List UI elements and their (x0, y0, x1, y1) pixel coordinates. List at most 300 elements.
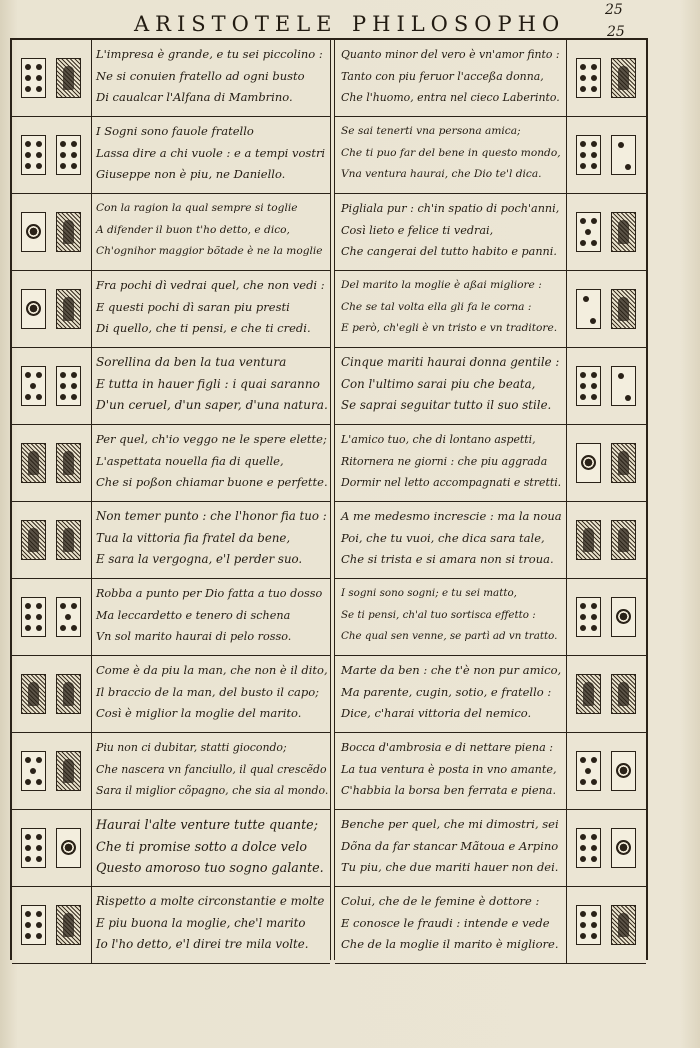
verse-line: Rispetto a molte circonstantie e molte (96, 894, 325, 908)
pip (71, 152, 77, 158)
pip (36, 834, 42, 840)
tercet (96, 429, 328, 494)
dice-cell (566, 271, 646, 347)
verse-row (12, 656, 330, 733)
pip (25, 614, 31, 620)
dice-cell (566, 733, 646, 809)
tercet (341, 583, 557, 648)
die-figure-icon (611, 443, 636, 483)
verse-table (10, 38, 648, 960)
pip (25, 394, 31, 400)
die-pips-2-icon (611, 135, 636, 175)
die-pips-6-icon (576, 597, 601, 637)
pip (580, 218, 586, 224)
pip (25, 922, 31, 928)
pip (591, 240, 597, 246)
tercet (341, 660, 561, 725)
pip (60, 603, 66, 609)
verse-line: Che qual sen venne, se partì ad vn tratto. (341, 630, 558, 642)
verse-line: Che ti promise sotto a dolce velo (96, 838, 308, 854)
pip (36, 152, 42, 158)
die-pips-5-icon (576, 751, 601, 791)
verse-line: E conosce le fraudi : intende e vede (341, 915, 550, 930)
verse-line: Sara il miglior cõpagno, che sia al mondo. (96, 784, 329, 797)
pip (580, 779, 586, 785)
verse-row (12, 271, 330, 348)
verse-row (335, 194, 646, 271)
verse-line: L'impresa è grande, e tu sei piccolino : (96, 47, 323, 61)
verse-row (12, 425, 330, 502)
verse-line: E questi pochi dì saran piu presti (96, 299, 290, 314)
pip (580, 845, 586, 851)
die-pips-6-icon (576, 905, 601, 945)
pip (25, 163, 31, 169)
verse-line: Benche per quel, che mi dimostri, sei (341, 817, 559, 831)
die-pips-6-icon (576, 58, 601, 98)
tercet (96, 198, 323, 263)
pip (591, 911, 597, 917)
die-pips-6-icon (21, 135, 46, 175)
verse-line: Piu non ci dubitar, statti giocondo; (96, 741, 287, 754)
pip (591, 834, 597, 840)
die-circle-icon (611, 828, 636, 868)
dice-cell (12, 579, 92, 655)
die-pips-5-icon (21, 366, 46, 406)
pip (36, 141, 42, 147)
die-circle-icon (21, 212, 46, 252)
pip (25, 75, 31, 81)
dice-cell (566, 656, 646, 732)
pip (36, 64, 42, 70)
pip (580, 240, 586, 246)
pip (591, 383, 597, 389)
die-circle-icon (611, 751, 636, 791)
pip (618, 142, 624, 148)
tercet (96, 737, 328, 802)
verse-row (335, 887, 646, 964)
verse-row (12, 579, 330, 656)
tercet (341, 506, 562, 571)
verse-line: Quanto minor del vero è vn'amor finto : (341, 48, 560, 61)
dice-cell (12, 271, 92, 347)
pip (25, 933, 31, 939)
left-column (12, 40, 330, 960)
pip (60, 372, 66, 378)
verse-line: Di caualcar l'Alfana di Mambrino. (96, 90, 293, 104)
die-pips-5-icon (56, 597, 81, 637)
pip (580, 614, 586, 620)
pip (36, 614, 42, 620)
verse-row (335, 40, 646, 117)
verse-line: E tutta in hauer figli : i quai saranno (96, 376, 320, 391)
pip (585, 768, 591, 774)
verse-line: Ch'ognihor maggior bõtade è ne la moglie (96, 245, 323, 257)
verse-line: Non temer punto : che l'honor fia tuo : (96, 509, 327, 523)
pip (591, 856, 597, 862)
tercet (341, 44, 560, 109)
pip (580, 625, 586, 631)
die-circle-icon (611, 597, 636, 637)
pip (36, 86, 42, 92)
verse-line: Haurai l'alte venture tutte quante; (96, 817, 318, 832)
verse-line: Che ti puo far del bene in questo mondo, (341, 146, 561, 159)
pip (25, 856, 31, 862)
verse-row (335, 425, 646, 502)
verse-line: Che se tal volta ella gli fa le corna : (341, 300, 532, 313)
pip (580, 933, 586, 939)
pip (580, 383, 586, 389)
verse-line: Tu piu, che due mariti hauer non dei. (341, 860, 559, 874)
tercet (96, 506, 327, 571)
pip (36, 394, 42, 400)
pip (71, 603, 77, 609)
pip (36, 603, 42, 609)
pip (591, 141, 597, 147)
verse-line: Giuseppe non è piu, ne Daniello. (96, 167, 286, 181)
verse-line: Che l'huomo, entra nel cieco Laberinto. (341, 91, 560, 104)
dice-cell (12, 40, 92, 116)
verse-row (12, 887, 330, 964)
tercet (341, 352, 559, 417)
verse-line: Marte da ben : che t'è non pur amico, (341, 663, 562, 677)
verse-line: Che si trista e si amara non si troua. (341, 552, 554, 566)
pip (25, 625, 31, 631)
pip (65, 614, 71, 620)
pip (71, 141, 77, 147)
pip (591, 779, 597, 785)
pip (36, 779, 42, 785)
die-figure-icon (21, 443, 46, 483)
pip (71, 383, 77, 389)
tercet (96, 121, 325, 186)
tercet (96, 814, 324, 879)
verse-line: Vn sol marito haurai di pelo rosso. (96, 630, 292, 643)
header-left: ARISTOTELE (134, 12, 338, 36)
pip (60, 163, 66, 169)
pip (25, 86, 31, 92)
verse-row (12, 40, 330, 117)
pip (25, 845, 31, 851)
verse-line: A difender il buon t'ho detto, e dico, (96, 223, 290, 236)
pip (25, 757, 31, 763)
tercet (341, 891, 558, 956)
pip (60, 383, 66, 389)
verse-line: Con l'ultimo sarai piu che beata, (341, 376, 536, 391)
pip (25, 64, 31, 70)
pip (71, 163, 77, 169)
die-pips-6-icon (56, 366, 81, 406)
verse-line: E piu buona la moglie, che'l marito (96, 915, 306, 930)
pip (25, 372, 31, 378)
running-header (14, 0, 648, 42)
verse-line: Ma leccardetto e tenero di schena (96, 608, 291, 622)
verse-line: D'un ceruel, d'un saper, d'una natura. (96, 398, 328, 412)
verse-line: Ma parente, cugin, sotio, e fratello : (341, 684, 552, 699)
die-figure-icon (611, 289, 636, 329)
page-number: 25 (605, 2, 623, 18)
dice-cell (12, 502, 92, 578)
pip (580, 856, 586, 862)
verse-line: Ne si conuien fratello ad ogni busto (96, 68, 305, 83)
pip (36, 845, 42, 851)
pip (591, 64, 597, 70)
verse-row (12, 117, 330, 194)
dice-cell (566, 502, 646, 578)
verse-row (12, 733, 330, 810)
verse-row (335, 579, 646, 656)
pip (25, 152, 31, 158)
dice-cell (12, 117, 92, 193)
verse-line: Ritornera ne giorni : che piu aggrada (341, 454, 548, 468)
verse-line: Vna ventura haurai, che Dio te'l dica. (341, 168, 542, 180)
pip (36, 757, 42, 763)
verse-line: Che nascera vn fanciullo, il qual crescẽdo (96, 762, 327, 776)
dice-cell (12, 425, 92, 501)
right-column (335, 40, 646, 960)
verse-line: Che si poßon chiamar buone e perfette. (96, 475, 328, 489)
pip (580, 64, 586, 70)
die-pips-6-icon (21, 58, 46, 98)
die-figure-icon (611, 212, 636, 252)
pip (625, 164, 631, 170)
pip (36, 933, 42, 939)
pip (30, 768, 36, 774)
die-figure-icon (56, 58, 81, 98)
dice-cell (12, 656, 92, 732)
verse-line: Il braccio de la man, del busto il capo; (96, 684, 320, 699)
dice-cell (566, 579, 646, 655)
tercet (96, 583, 322, 648)
tercet (341, 121, 561, 186)
pip (71, 625, 77, 631)
pip (25, 603, 31, 609)
verse-line: Io l'ho detto, e'l direi tre mila volte. (96, 937, 309, 951)
pip (30, 383, 36, 389)
tercet (96, 44, 323, 109)
verse-line: Fra pochi dì vedrai quel, che non vedi : (96, 278, 325, 292)
die-circle-icon (56, 828, 81, 868)
pip (36, 625, 42, 631)
tercet (96, 660, 328, 725)
pip (60, 394, 66, 400)
die-pips-6-icon (21, 828, 46, 868)
pip (591, 845, 597, 851)
pip (60, 152, 66, 158)
verse-line: Dormir nel letto accompagnati e stretti. (341, 476, 562, 489)
pip (591, 75, 597, 81)
pip (591, 218, 597, 224)
pip (625, 395, 631, 401)
verse-row (335, 656, 646, 733)
verse-row (12, 348, 330, 425)
verse-line: L'aspettata nouella fia di quelle, (96, 453, 284, 468)
die-pips-6-icon (56, 135, 81, 175)
pip (580, 141, 586, 147)
verse-line: Bocca d'ambrosia e di nettare piena : (341, 741, 554, 754)
tercet (96, 352, 328, 417)
verse-row (335, 271, 646, 348)
verse-line: Di quello, che ti pensi, e che ti credi. (96, 321, 311, 335)
circle-mark (616, 763, 631, 778)
pip (591, 86, 597, 92)
pip (591, 614, 597, 620)
pip (36, 911, 42, 917)
die-pips-2-icon (611, 366, 636, 406)
dice-cell (566, 348, 646, 424)
pip (580, 86, 586, 92)
die-pips-5-icon (576, 212, 601, 252)
verse-line: Con la ragion la qual sempre si toglie (96, 202, 298, 214)
verse-line: L'amico tuo, che di lontano aspetti, (341, 433, 536, 446)
pip (580, 372, 586, 378)
verse-line: Poi, che tu vuoi, che dica sara tale, (341, 530, 545, 545)
verse-line: Colui, che de le femine è dottore : (341, 894, 540, 908)
verse-line: Che de la moglie il marito è migliore. (341, 937, 559, 951)
verse-line: La tua ventura è posta in vno amante, (341, 762, 557, 776)
verse-line: Così lieto e felice ti vedrai, (341, 223, 494, 237)
verse-row (12, 194, 330, 271)
verse-row (12, 810, 330, 887)
circle-mark (616, 609, 631, 624)
pip (580, 922, 586, 928)
pip (580, 603, 586, 609)
verse-line: Robba a punto per Dio fatta a tuo dosso (96, 587, 323, 600)
verse-line: Cinque mariti haurai donna gentile : (341, 355, 560, 369)
dice-cell (566, 117, 646, 193)
die-circle-icon (576, 443, 601, 483)
tercet (341, 198, 559, 263)
die-circle-icon (21, 289, 46, 329)
tercet (96, 275, 325, 340)
dice-cell (12, 348, 92, 424)
tercet (341, 737, 557, 802)
verse-line: Così è miglior la moglie del marito. (96, 706, 302, 720)
page-number-duplicate: 25 (607, 24, 625, 40)
verse-line: Se ti pensi, ch'al tuo sortisca effetto : (341, 608, 536, 621)
verse-line: Dice, c'harai vittoria del nemico. (341, 706, 532, 720)
verse-row (335, 502, 646, 579)
pip (580, 75, 586, 81)
verse-line: I Sogni sono fauole fratello (96, 124, 254, 138)
tercet (96, 891, 324, 956)
circle-mark (26, 301, 41, 316)
verse-line: Se saprai seguitar tutto il suo stile. (341, 398, 552, 412)
verse-row (335, 810, 646, 887)
pip (591, 152, 597, 158)
pip (580, 834, 586, 840)
die-figure-icon (611, 674, 636, 714)
die-figure-icon (611, 905, 636, 945)
pip (591, 933, 597, 939)
die-pips-5-icon (21, 751, 46, 791)
die-pips-2-icon (576, 289, 601, 329)
dice-cell (12, 733, 92, 809)
die-figure-icon (21, 520, 46, 560)
verse-row (335, 117, 646, 194)
die-figure-icon (611, 520, 636, 560)
die-figure-icon (611, 58, 636, 98)
dice-cell (566, 887, 646, 963)
pip (71, 372, 77, 378)
pip (36, 372, 42, 378)
pip (591, 163, 597, 169)
die-pips-6-icon (21, 905, 46, 945)
circle-mark (616, 840, 631, 855)
pip (583, 296, 589, 302)
die-pips-6-icon (576, 828, 601, 868)
die-figure-icon (56, 289, 81, 329)
die-figure-icon (576, 674, 601, 714)
die-pips-6-icon (576, 135, 601, 175)
pip (60, 141, 66, 147)
die-figure-icon (21, 674, 46, 714)
dice-cell (566, 425, 646, 501)
pip (591, 757, 597, 763)
pip (618, 373, 624, 379)
verse-line: Dõna da far stancar Mãtoua e Arpino (341, 838, 559, 853)
verse-line: A me medesmo increscie : ma la noua (341, 509, 562, 523)
verse-line: Tua la vittoria fia fratel da bene, (96, 530, 291, 545)
verse-line: Pigliala pur : ch'in spatio di poch'anni, (341, 202, 560, 215)
circle-mark (26, 224, 41, 239)
verse-line: Se sai tenerti vna persona amica; (341, 125, 521, 137)
pip (25, 779, 31, 785)
pip (25, 911, 31, 917)
pip (580, 152, 586, 158)
verse-line: Per quel, ch'io veggo ne le spere elette; (96, 432, 327, 446)
dice-cell (12, 887, 92, 963)
pip (60, 625, 66, 631)
die-pips-6-icon (21, 597, 46, 637)
verse-line: Come è da piu la man, che non è il dito, (96, 663, 328, 677)
dice-cell (12, 810, 92, 886)
die-figure-icon (56, 212, 81, 252)
circle-mark (61, 840, 76, 855)
pip (580, 394, 586, 400)
verse-row (335, 348, 646, 425)
pip (36, 922, 42, 928)
dice-cell (566, 810, 646, 886)
pip (591, 922, 597, 928)
circle-mark (581, 455, 596, 470)
verse-row (12, 502, 330, 579)
verse-line: Questo amoroso tuo sogno galante. (96, 860, 324, 875)
verse-line: Tanto con piu feruor l'acceßa donna, (341, 69, 544, 83)
verse-line: Sorellina da ben la tua ventura (96, 355, 287, 369)
pip (580, 911, 586, 917)
pip (36, 75, 42, 81)
die-figure-icon (56, 674, 81, 714)
dice-cell (566, 194, 646, 270)
verse-line: E sara la vergogna, e'l perder suo. (96, 552, 303, 566)
dice-cell (566, 40, 646, 116)
pip (590, 318, 596, 324)
verse-line: Lassa dire a chi vuole : e a tempi vostri (96, 145, 326, 160)
pip (591, 603, 597, 609)
verse-line: Che cangerai del tutto habito e panni. (341, 245, 557, 258)
verse-line: C'habbia la borsa ben ferrata e piena. (341, 784, 557, 797)
pip (36, 856, 42, 862)
pip (591, 625, 597, 631)
tercet (341, 814, 559, 879)
pip (591, 394, 597, 400)
die-figure-icon (56, 443, 81, 483)
die-pips-6-icon (576, 366, 601, 406)
pip (71, 394, 77, 400)
pip (580, 757, 586, 763)
tercet (341, 275, 557, 340)
die-figure-icon (56, 520, 81, 560)
